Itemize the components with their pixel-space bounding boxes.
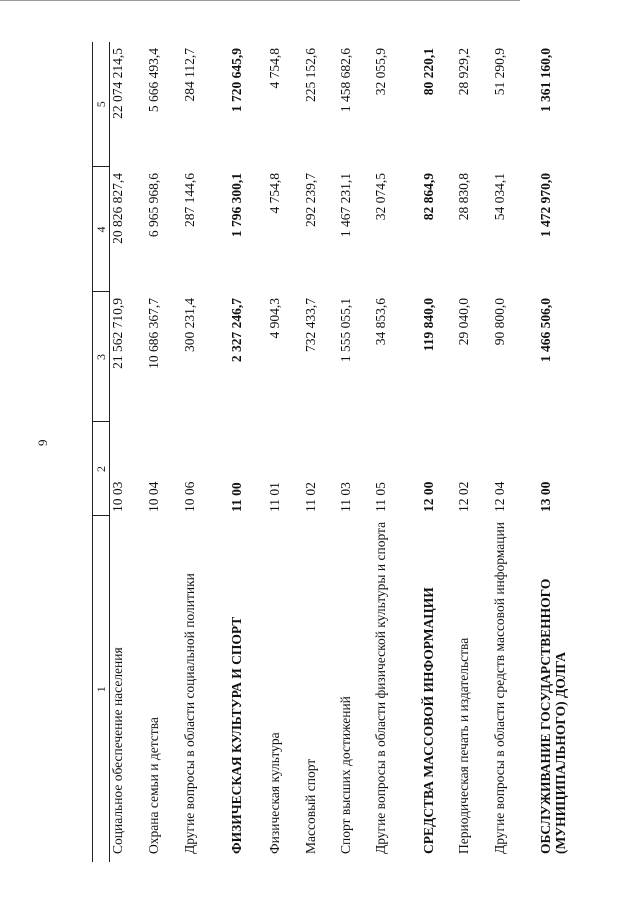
row-value-col5: 225 152,6	[302, 48, 318, 102]
row-name: Периодическая печать и издательства	[455, 637, 471, 854]
row-value-col5: 1 720 645,9	[228, 48, 244, 113]
row-value-col3: 300 231,4	[181, 298, 197, 352]
header-col-3: 3	[93, 292, 110, 422]
row-code: 11 01	[266, 482, 282, 512]
table-header	[93, 42, 110, 862]
budget-table	[92, 42, 574, 862]
row-value-col4: 32 074,5	[372, 173, 388, 221]
table-row	[421, 42, 456, 862]
row-code: 10 03	[110, 481, 125, 512]
row-value-col3: 21 562 710,9	[110, 298, 125, 369]
row-value-col3: 732 433,7	[302, 298, 318, 352]
table-body	[110, 42, 574, 862]
row-code: 12 04	[491, 481, 507, 512]
row-name: Другие вопросы в области средств массовой информации	[491, 522, 507, 854]
row-value-col4: 287 144,6	[181, 173, 197, 227]
row-value-col4: 6 965 968,6	[145, 173, 161, 238]
row-value-col4: 1 796 300,1	[228, 173, 244, 238]
row-value-col5: 284 112,7	[181, 48, 197, 102]
row-value-col3: 4 904,3	[266, 298, 282, 339]
row-value-col5: 5 666 493,4	[145, 48, 161, 113]
row-value-col3: 29 040,0	[455, 298, 471, 346]
row-name: Массовый спорт	[302, 758, 318, 854]
table-row	[538, 42, 574, 862]
budget-table-rotated	[92, 42, 592, 862]
row-code: 11 05	[372, 482, 388, 512]
row-name: ФИЗИЧЕСКАЯ КУЛЬТУРА И СПОРТ	[228, 616, 244, 854]
row-name: Спорт высших достижений	[337, 696, 353, 854]
row-code: 13 00	[537, 481, 553, 512]
row-value-col5: 32 055,9	[372, 48, 388, 96]
row-code: 11 02	[302, 482, 318, 512]
table-row	[182, 42, 229, 862]
table-row	[267, 42, 303, 862]
table-row	[303, 42, 338, 862]
row-name: СРЕДСТВА МАССОВОЙ ИНФОРМАЦИИ	[420, 587, 436, 854]
row-value-col5: 1 361 160,0	[537, 48, 553, 113]
row-value-col4: 20 826 827,4	[110, 173, 125, 244]
row-value-col5: 22 074 214,5	[110, 48, 125, 119]
row-value-col5: 28 929,2	[455, 48, 471, 96]
row-name: Другие вопросы в области социальной политики	[181, 573, 197, 854]
table-row	[338, 42, 373, 862]
page-number: 9	[35, 439, 50, 446]
header-col-4: 4	[93, 167, 110, 292]
table-row	[492, 42, 538, 862]
table-row	[146, 42, 182, 862]
table-row	[373, 42, 421, 862]
row-code: 10 06	[181, 481, 197, 512]
row-name: Охрана семьи и детства	[145, 717, 161, 854]
row-name: ОБСЛУЖИВАНИЕ ГОСУДАРСТВЕННОГО (МУНИЦИПАЛЬНОГО) ДОЛГА	[537, 578, 568, 854]
table-row	[229, 42, 267, 862]
row-value-col4: 1 472 970,0	[537, 173, 553, 238]
row-value-col5: 80 220,1	[420, 48, 436, 96]
row-name: Другие вопросы в области физической культуры и спорта	[372, 521, 388, 854]
row-value-col3: 1 466 506,0	[537, 298, 553, 363]
row-name: Физическая культура	[266, 732, 282, 854]
row-value-col4: 1 467 231,1	[337, 173, 353, 238]
table-row	[456, 42, 492, 862]
row-code: 12 02	[455, 481, 471, 512]
row-value-col5: 4 754,8	[266, 48, 282, 89]
header-col-5: 5	[93, 42, 110, 167]
row-value-col5: 51 290,9	[491, 48, 507, 96]
row-value-col3: 90 800,0	[491, 298, 507, 346]
row-value-col3: 1 555 055,1	[337, 298, 353, 363]
row-value-col3: 34 853,6	[372, 298, 388, 346]
row-value-col4: 54 034,1	[491, 173, 507, 221]
row-value-col3: 10 686 367,7	[145, 298, 161, 369]
row-name: Социальное обеспечение населения	[110, 647, 125, 854]
scan-edge-line	[0, 0, 520, 1]
row-value-col4: 28 830,8	[455, 173, 471, 221]
row-code: 10 04	[145, 481, 161, 512]
row-code: 11 03	[337, 482, 353, 512]
row-value-col3: 2 327 246,7	[228, 298, 244, 363]
table-row	[110, 42, 146, 862]
row-value-col3: 119 840,0	[420, 298, 436, 352]
header-col-2: 2	[93, 422, 110, 516]
row-value-col4: 4 754,8	[266, 173, 282, 214]
row-code: 11 00	[228, 482, 244, 512]
header-col-1: 1	[93, 516, 110, 862]
row-value-col4: 292 239,7	[302, 173, 318, 227]
row-value-col4: 82 864,9	[420, 173, 436, 221]
row-value-col5: 1 458 682,6	[337, 48, 353, 113]
row-code: 12 00	[420, 481, 436, 512]
